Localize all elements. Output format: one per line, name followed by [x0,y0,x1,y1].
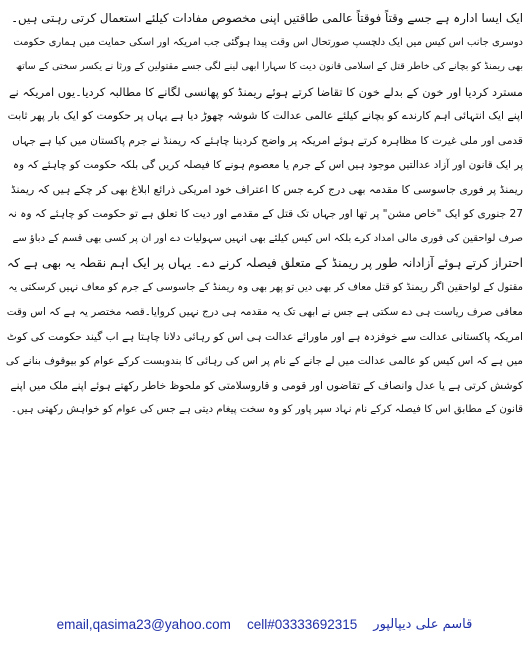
article-line: احتراز کرتے ہوئے آزادانہ طور پر ریمنڈ کے متعلق فیصلہ کرنے دے۔ یہاں پر ایک اہم نقطہ یہ بھی ہے کہ [6,256,523,270]
article-line: پر ایک قانون اور آزاد عدالتیں موجود ہیں اس کے جرم یا معصوم ہونے کا فیصلہ کریں گی بلکہ حکومت کو چاہئے کہ وہ [12,159,523,171]
article-line: ریمنڈ پر فوری جاسوسی کا مقدمہ بھی درج کرے جس کا اعتراف خود امریکی ذرائع ابلاغ بھی کر چکے ہیں کہ ریمنڈ [10,182,523,196]
article-line: 27 جنوری کو ایک "خاص مشن" پر تھا اور جہاں تک قتل کے مقدمے اور دیت کا تعلق ہے تو حکومت کو چاہئے کہ وہ نہ [7,208,523,220]
article-line: قدمی اور ملی غیرت کا مظاہرہ کرتے ہوئے امریکہ پر واضح کردینا چاہئے کہ ریمنڈ نے جرم پاکستان میں کیا ہے جہاں [12,134,523,147]
footer-email[interactable]: email,qasima23@yahoo.com [56,616,231,632]
article-line: مقتول کے لواحقین اگر ریمنڈ کو قتل معاف کر بھی دیں تو پھر بھی وہ ریمنڈ کے جاسوسی کے جرم کو معاف نہیں کرسکتی یہ [8,281,523,293]
article-line: معافی صرف ریاست ہی دے سکتی ہے جس نے ابھی تک یہ مقدمہ ہی درج نہیں کروایا۔قصہ مختصر یہ ہے کہ اس وقت [6,306,523,318]
article-body [6,6,523,423]
article-line: کوشش کرتی ہے یا عدل وانصاف کے تقاضوں اور قومی و قاروسلامتی کو ملحوظ خاطر رکھتے ہوئے اپنے ملک میں اپنے [10,379,523,392]
article-line: صرف لواحقین کی فوری مالی امداد کرے بلکہ اس کیس کیلئے بھی انہیں سہولیات دے اور ان پر کسی بھی قسم کے دباؤ سے [12,232,523,244]
article-line: میں ہے کہ اس کیس کو عالمی عدالت میں لے جانے کے نام پر اس کی رہائی کا بندوبست کرکے عوام کو بیوقوف بنانے کی [6,355,523,367]
article-line: مسترد کردیا اور خون کے بدلے خون کا تقاضا کرتے ہوئے ریمنڈ کو پھانسی لگانے کا مطالبہ کردیا۔یوں امریکہ نے [8,84,523,99]
article-line: بھی ریمنڈ کو بچانے کی خاطر قتل کے اسلامی قانون دیت کا سہارا ابھی لینے لگی جسے مقتولین کے ورثا نے یکسر سختی کے ساتھ [16,61,523,72]
article-line: قانون کے مطابق اس کا فیصلہ کرکے نام نہاد سپر پاور کو وہ سخت پیغام دیتی ہے جس کی عوام کو خواہش رکھتی ہیں۔ [10,404,523,415]
footer-author: قاسم علی دیپالپور [373,616,473,632]
footer-cell-number: cell#03333692315 [246,616,358,632]
footer [0,608,529,640]
article-line: اپنے ایک انتہائی اہم کارندے کو بچانے کیلئے عالمی عدالت کا شوشہ چھوڑ دیا ہے یہاں پر حکومت کو ایک بار پھر ثابت [7,109,523,122]
article-line: ایک ایسا ادارہ ہے جسے وقتاً فوقتاً عالمی طاقتیں اپنی مخصوص مفادات کیلئے استعمال کرتی رہتی ہیں۔ [11,11,523,25]
article-line: امریکہ پاکستانی عدالت سے خوفزدہ ہے اور ماورائے عدالت ہی اس کو رہائی دلانا چاہتا ہے اب گیند حکومت کی کوٹ [6,330,523,343]
article-line: دوسری جانب اس کیس میں ایک دلچسپ صورتحال اس وقت پیدا ہوگئی جب امریکہ اور اسکی حمایت میں ہماری حکومت [13,36,523,48]
